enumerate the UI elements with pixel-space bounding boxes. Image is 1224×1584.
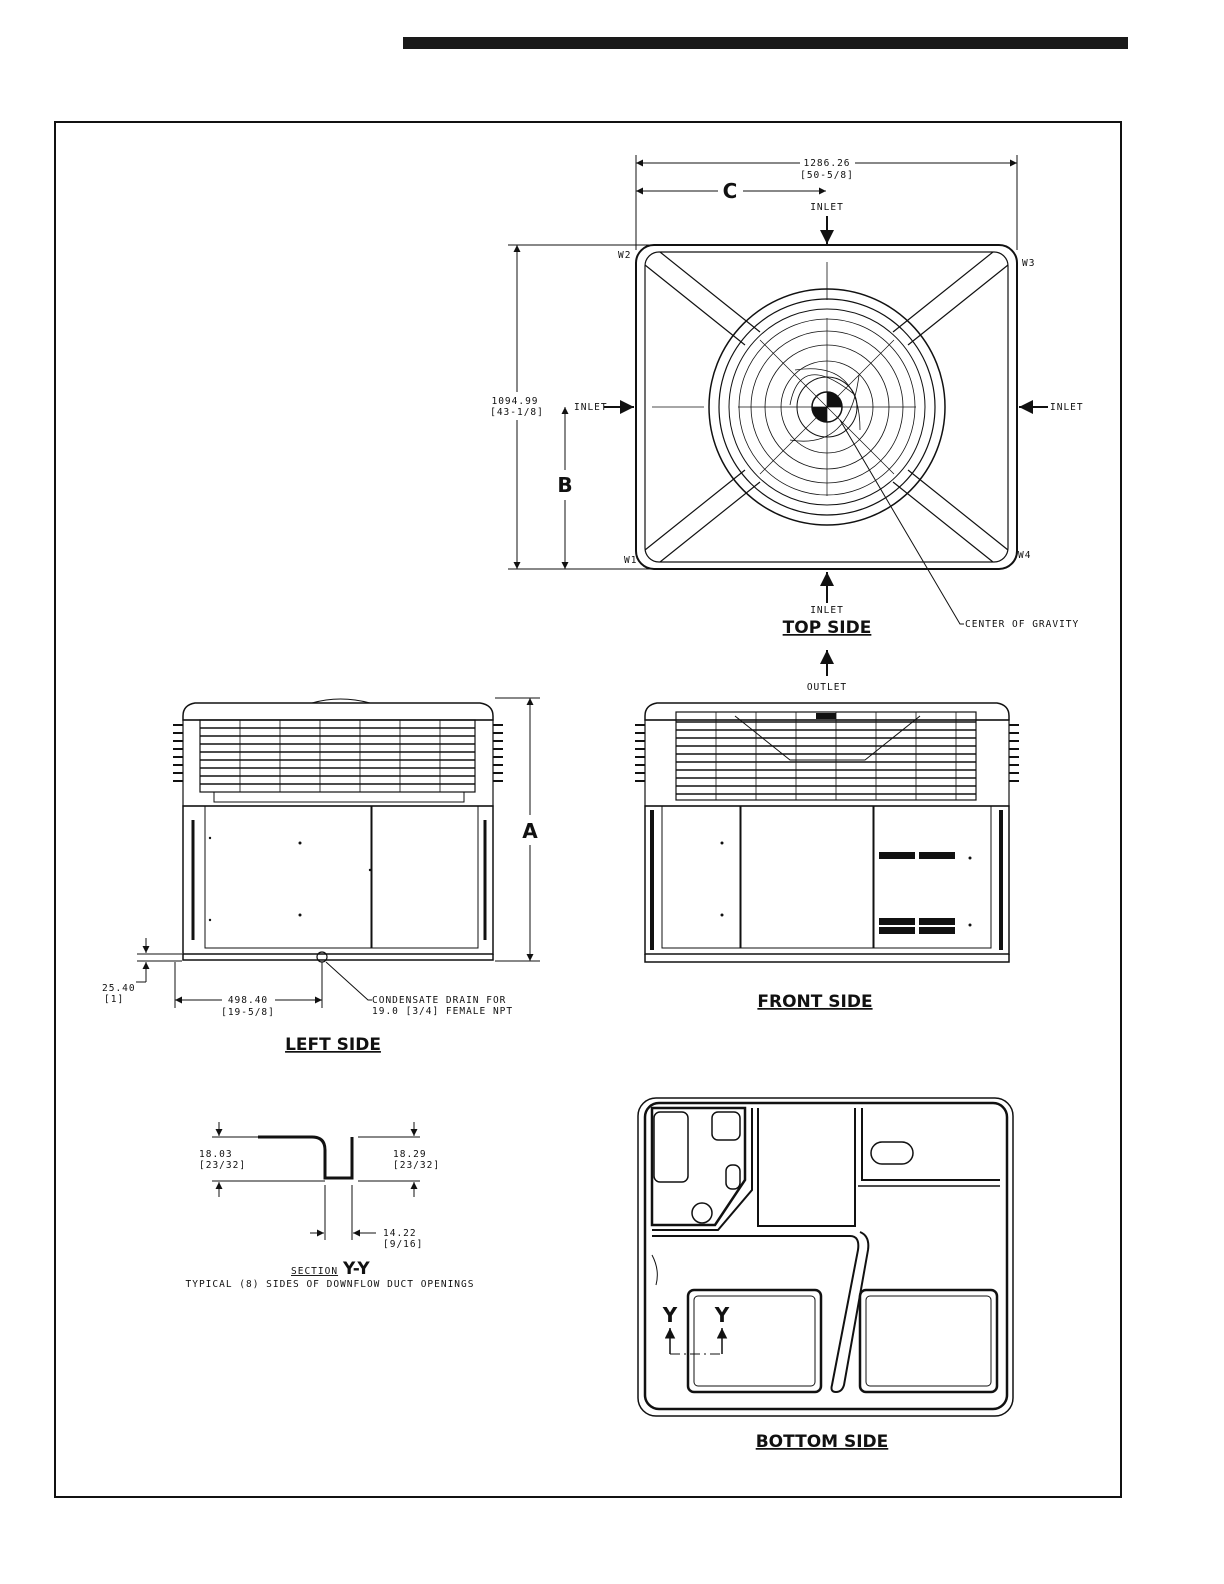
corner-w3: W3 — [1022, 258, 1036, 269]
top-view — [490, 155, 1083, 693]
dim-b-label: B — [557, 473, 573, 497]
bottom-view — [638, 1098, 1013, 1452]
top-depth-in: [43-1/8] — [490, 407, 544, 418]
drain-note-1: CONDENSATE DRAIN FOR — [372, 995, 507, 1006]
section-word: SECTION — [291, 1266, 339, 1277]
top-side-title: TOP SIDE — [782, 618, 872, 638]
left-side-view — [102, 698, 540, 1055]
section-marker-left: Y — [662, 1303, 678, 1327]
section-marker-right: Y — [714, 1303, 730, 1327]
front-side-title: FRONT SIDE — [757, 992, 873, 1012]
dim-c-label: C — [722, 179, 738, 203]
corner-w4: W4 — [1018, 550, 1032, 561]
inlet-bottom-label: INLET — [810, 605, 844, 616]
bottom-side-title: BOTTOM SIDE — [755, 1432, 889, 1452]
center-of-gravity-label: CENTER OF GRAVITY — [965, 619, 1080, 630]
front-side-view — [635, 703, 1019, 1012]
section-left-in: [23/32] — [199, 1160, 247, 1171]
inlet-right-label: INLET — [1050, 402, 1084, 413]
drain-offset-in: [19-5/8] — [221, 1007, 275, 1018]
section-right-mm: 18.29 — [393, 1149, 427, 1160]
section-right-in: [23/32] — [393, 1160, 441, 1171]
section-y-y — [186, 1122, 475, 1290]
section-left-mm: 18.03 — [199, 1149, 233, 1160]
outlet-label: OUTLET — [806, 682, 848, 693]
inlet-top-label: INLET — [810, 202, 844, 213]
corner-w2: W2 — [618, 250, 632, 261]
section-id: Y-Y — [343, 1259, 370, 1279]
corner-w1: W1 — [624, 555, 638, 566]
section-note: TYPICAL (8) SIDES OF DOWNFLOW DUCT OPENINGS — [185, 1279, 475, 1290]
left-side-title: LEFT SIDE — [285, 1035, 381, 1055]
dim-a-label: A — [522, 819, 538, 843]
base-height-in: [1] — [104, 994, 125, 1005]
top-width-in: [50-5/8] — [800, 170, 854, 181]
inlet-left-label: INLET — [574, 402, 608, 413]
top-depth-mm: 1094.99 — [491, 396, 539, 407]
section-bottom-in: [9/16] — [383, 1239, 424, 1250]
base-height-mm: 25.40 — [102, 983, 136, 994]
top-width-mm: 1286.26 — [803, 158, 851, 169]
drain-offset-mm: 498.40 — [227, 995, 269, 1006]
drain-note-2: 19.0 [3/4] FEMALE NPT — [372, 1006, 514, 1017]
section-bottom-mm: 14.22 — [383, 1228, 417, 1239]
